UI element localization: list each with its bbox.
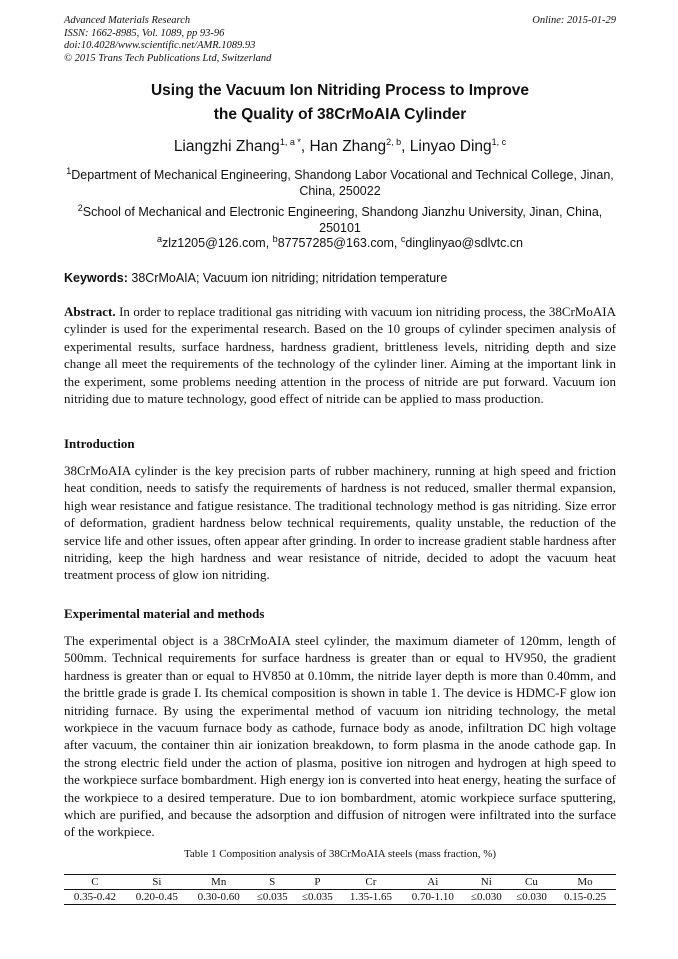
keywords [64, 271, 616, 285]
table-cell: 1.35-1.65 [340, 890, 402, 905]
table-cell: 0.35-0.42 [64, 890, 126, 905]
table-header-cell: S [250, 875, 295, 890]
table-header-cell: P [295, 875, 340, 890]
affiliation-mark: 1 [66, 166, 72, 176]
email-address[interactable]: 87757285@163.com, [277, 236, 401, 251]
affiliation-text: School of Mechanical and Electronic Engineering, Shandong Jianzhu University, Jinan, China, 250101 [82, 205, 603, 236]
composition-table [64, 874, 616, 905]
email-address[interactable]: zlz1205@126.com, [162, 236, 273, 251]
author-affil-mark: 1, c [491, 137, 507, 147]
table-cell: 0.70-1.10 [402, 890, 464, 905]
table-header-cell: Ni [464, 875, 509, 890]
experimental-text: The experimental object is a 38CrMoAIA steel cylinder, the maximum diameter of 120mm, length of 500mm. Technical requirements for surface hardness is greater than or equal to HV950, the gradient hardness is greater than or equal to HV850 at 0.10mm, the nitride layer depth is more than 0.40mm, and the brittle grade is grade I. Its chemical composition is shown in table 1. The device is HDMC-F glow ion nitriding furnace. By using the experimental method of vacuum ion nitriding technology, the metal workpiece in the vacuum furnace body as cathode, furnace body as anode, infiltration DC high voltage after vacuum, the container thin air ionization breakdown, to form plasma in the anode cathode gap. In the strong electric field under the action of plasma, positive ion nitrogen and hydrogen at high speed to the workpiece surface bombardment. High energy ion is converted into heat energy, heating the surface of the workpiece to a desired temperature. Due to ion bombardment, atomic workpiece surface sputtering, which are purified, and because the adsorption and diffusion of nitrogen were infiltrated into the surface of the workpiece. [64, 633, 616, 840]
author-name: Liangzhi Zhang [173, 138, 280, 156]
table-header-cell: Ai [402, 875, 464, 890]
keywords-text: 38CrMoAIA; Vacuum ion nitriding; nitridation temperature [127, 271, 448, 285]
table-cell: 0.20-0.45 [126, 890, 188, 905]
email-address[interactable]: dinglinyao@sdlvtc.cn [405, 236, 523, 251]
table-header-cell: Si [126, 875, 188, 890]
abstract [64, 303, 616, 407]
affiliation-2 [64, 200, 616, 236]
table-caption: Table 1 Composition analysis of 38CrMoAIA steels (mass fraction, %) [183, 848, 497, 860]
table-cell: 0.30-0.60 [188, 890, 250, 905]
issn-line: ISSN: 1662-8985, Vol. 1089, pp 93-96 [64, 27, 225, 39]
table-cell: ≤0.035 [250, 890, 295, 905]
table-header-cell: Mn [188, 875, 250, 890]
table-header-cell: Cu [509, 875, 554, 890]
table-header-row [64, 875, 616, 890]
affiliation-mark: 2 [77, 203, 83, 213]
table-header-cell: Cr [340, 875, 402, 890]
copyright-line: © 2015 Trans Tech Publications Ltd, Switzerland [64, 52, 272, 64]
affiliation-text: Department of Mechanical Engineering, Shandong Labor Vocational and Technical College, Jinan, China, 250022 [71, 168, 614, 199]
title-line-2: the Quality of 38CrMoAIA Cylinder [213, 106, 467, 123]
journal-name: Advanced Materials Research [64, 15, 191, 26]
keywords-label: Keywords: [64, 271, 128, 285]
author-list [64, 137, 616, 156]
table-row [64, 890, 616, 905]
author-name: Linyao Ding [409, 138, 492, 156]
author-emails [64, 234, 616, 250]
introduction-text: 38CrMoAIA cylinder is the key precision parts of rubber machinery, running at high speed and friction heat condition, needs to satisfy the requirements of hardness is not reduced, smaller thermal expansion, high wear resistance and fatigue resistance. The traditional technology method is gas nitriding. Size error of deformation, gradient hardness below technical requirements, quality unstable, the reduction of the service life and other issues, often appear after grinding. In order to increase gradient stable hardness after nitriding, keep the high hardness and wear resistance of nitride, decided to adopt the vacuum heat treatment process of glow ion nitriding. [64, 463, 616, 583]
table-cell: 0.15-0.25 [554, 890, 616, 905]
paper-title [64, 79, 616, 127]
section-heading-introduction: Introduction [64, 436, 135, 451]
email-mark: a [156, 234, 162, 244]
table-header-cell: Mo [554, 875, 616, 890]
doi-line: doi:10.4028/www.scientific.net/AMR.1089.93 [64, 40, 256, 51]
table-header-cell: C [64, 875, 126, 890]
title-line-1: Using the Vacuum Ion Nitriding Process to Improve [150, 82, 530, 99]
table-cell: ≤0.030 [464, 890, 509, 905]
online-date: Online: 2015-01-29 [532, 15, 616, 26]
affiliation-1 [64, 163, 616, 199]
abstract-label: Abstract. [64, 304, 116, 319]
table-cell: ≤0.030 [509, 890, 554, 905]
author-name: Han Zhang [309, 138, 387, 156]
table-cell: ≤0.035 [295, 890, 340, 905]
author-affil-mark: 2, b [386, 137, 402, 147]
author-affil-mark: 1, a * [279, 137, 301, 147]
author-separator: , [300, 138, 310, 156]
email-mark: c [400, 234, 406, 244]
journal-header [64, 15, 616, 65]
email-mark: b [272, 234, 278, 244]
abstract-text: In order to replace traditional gas nitriding with vacuum ion nitriding process, the 38CrMoAIA cylinder is used for the experimental research. Based on the 10 groups of cylinder specimen analysis of experimental results, surface hardness, hardness gradient, brittleness levels, nitriding depth and size change all meet the requirements of the technology of the cylinder liner. Aiming at the important link in the experiment, some problems needing attention in the process of nitride are put forward. Vacuum ion nitriding due to mature technology, good effect of nitride can be applied to mass production. [64, 304, 616, 407]
author-separator: , [401, 138, 410, 156]
section-heading-experimental: Experimental material and methods [64, 606, 265, 621]
